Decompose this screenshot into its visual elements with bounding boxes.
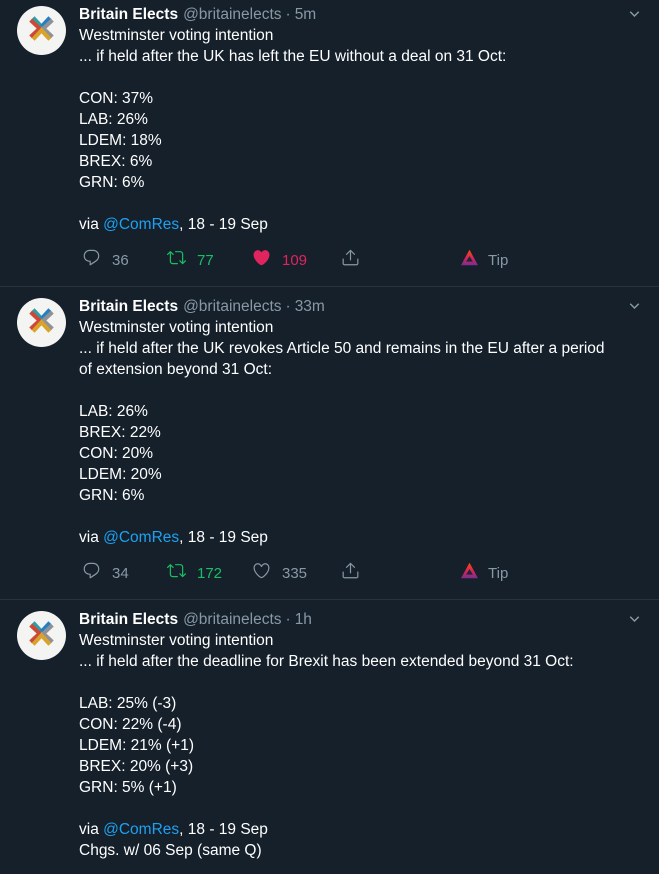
date-text: , 18 - 19 Sep	[179, 529, 268, 546]
retweet-count: 77	[197, 252, 214, 269]
retweet-icon	[167, 248, 186, 273]
like-count: 109	[282, 252, 308, 269]
tweet-content	[79, 5, 645, 286]
tweet[interactable]	[0, 287, 659, 600]
source-line	[79, 819, 645, 840]
avatar[interactable]	[17, 611, 66, 660]
tweet[interactable]	[0, 0, 659, 287]
britain-elects-logo-icon	[26, 618, 57, 654]
tip-label: Tip	[488, 565, 509, 582]
timestamp[interactable]: 5m	[294, 6, 317, 23]
like-count: 335	[282, 565, 308, 582]
poll-line: GRN: 6%	[79, 487, 145, 504]
tweet-text-line: ... if held after the UK revokes Article 50 and remains in the EU after a period	[79, 340, 605, 357]
handle[interactable]: @britainelects	[183, 298, 282, 315]
tweet-text-line: Westminster voting intention	[79, 27, 274, 44]
via-text: via	[79, 216, 104, 233]
tweet-meta	[183, 297, 325, 317]
share-icon	[341, 248, 360, 273]
poll-line: LAB: 26%	[79, 403, 148, 420]
blank-line	[79, 380, 645, 401]
reply-icon	[82, 561, 101, 586]
tweet-text-line: Westminster voting intention	[79, 632, 274, 649]
meta-separator: ·	[285, 6, 291, 23]
display-name[interactable]: Britain Elects	[79, 6, 179, 23]
display-name[interactable]: Britain Elects	[79, 611, 179, 628]
poll-line: LDEM: 21% (+1)	[79, 737, 195, 754]
tweet-content	[79, 297, 645, 599]
blank-line	[79, 672, 645, 693]
tip-label: Tip	[488, 252, 509, 269]
retweet-icon	[167, 561, 186, 586]
tweet-text-line: ... if held after the deadline for Brexit has been extended beyond 31 Oct:	[79, 653, 574, 670]
bat-triangle-icon	[460, 562, 479, 585]
source-line	[79, 214, 645, 235]
chevron-down-icon[interactable]	[626, 297, 643, 315]
blank-line	[79, 798, 645, 819]
tweet[interactable]	[0, 600, 659, 874]
poll-line: GRN: 6%	[79, 174, 145, 191]
share-button[interactable]	[341, 561, 365, 586]
tweet-text-line: of extension beyond 31 Oct:	[79, 361, 273, 378]
meta-separator: ·	[285, 298, 291, 315]
tweet-header	[79, 297, 645, 317]
britain-elects-logo-icon	[26, 305, 57, 341]
handle[interactable]: @britainelects	[183, 611, 282, 628]
tweet-meta	[183, 610, 312, 630]
tweet-content	[79, 610, 645, 874]
tweet-text-line: ... if held after the UK has left the EU without a deal on 31 Oct:	[79, 48, 507, 65]
heart-filled-icon	[252, 248, 271, 273]
tip-button[interactable]	[460, 562, 508, 585]
reply-button[interactable]	[82, 561, 167, 586]
tweet-header	[79, 610, 645, 630]
tweet-actions	[79, 248, 645, 273]
poll-line: LAB: 26%	[79, 111, 148, 128]
poll-line: BREX: 6%	[79, 153, 153, 170]
footnote-line: Chgs. w/ 06 Sep (same Q)	[79, 842, 262, 859]
via-text: via	[79, 821, 104, 838]
like-button[interactable]	[252, 248, 341, 273]
poll-line: BREX: 22%	[79, 424, 161, 441]
blank-line	[79, 506, 645, 527]
timestamp[interactable]: 33m	[294, 298, 325, 315]
mention-link[interactable]: @ComRes	[103, 821, 180, 838]
share-icon	[341, 561, 360, 586]
meta-separator: ·	[285, 611, 291, 628]
tip-button[interactable]	[460, 249, 508, 272]
poll-line: GRN: 5% (+1)	[79, 779, 177, 796]
reply-button[interactable]	[82, 248, 167, 273]
retweet-button[interactable]	[167, 248, 252, 273]
via-text: via	[79, 529, 104, 546]
timestamp[interactable]: 1h	[294, 611, 312, 628]
poll-line: CON: 20%	[79, 445, 154, 462]
poll-line: CON: 22% (-4)	[79, 716, 182, 733]
share-button[interactable]	[341, 248, 365, 273]
tweet-actions	[79, 561, 645, 586]
chevron-down-icon[interactable]	[626, 610, 643, 628]
mention-link[interactable]: @ComRes	[103, 529, 180, 546]
date-text: , 18 - 19 Sep	[179, 216, 268, 233]
avatar[interactable]	[17, 298, 66, 347]
tweet-meta	[183, 5, 316, 25]
chevron-down-icon[interactable]	[626, 5, 643, 23]
tweet-text-line: Westminster voting intention	[79, 319, 274, 336]
poll-line: LDEM: 20%	[79, 466, 162, 483]
blank-line	[79, 193, 645, 214]
poll-line: LDEM: 18%	[79, 132, 162, 149]
reply-count: 36	[112, 252, 129, 269]
retweet-button[interactable]	[167, 561, 252, 586]
like-button[interactable]	[252, 561, 341, 586]
display-name[interactable]: Britain Elects	[79, 298, 179, 315]
poll-line: LAB: 25% (-3)	[79, 695, 177, 712]
bat-triangle-icon	[460, 249, 479, 272]
tweet-header	[79, 5, 645, 25]
poll-line: CON: 37%	[79, 90, 154, 107]
handle[interactable]: @britainelects	[183, 6, 282, 23]
reply-icon	[82, 248, 101, 273]
britain-elects-logo-icon	[26, 13, 57, 49]
reply-count: 34	[112, 565, 129, 582]
mention-link[interactable]: @ComRes	[103, 216, 180, 233]
date-text: , 18 - 19 Sep	[179, 821, 268, 838]
source-line	[79, 527, 645, 548]
poll-line: BREX: 20% (+3)	[79, 758, 194, 775]
blank-line	[79, 67, 645, 88]
heart-outline-icon	[252, 561, 271, 586]
retweet-count: 172	[197, 565, 223, 582]
avatar[interactable]	[17, 6, 66, 55]
